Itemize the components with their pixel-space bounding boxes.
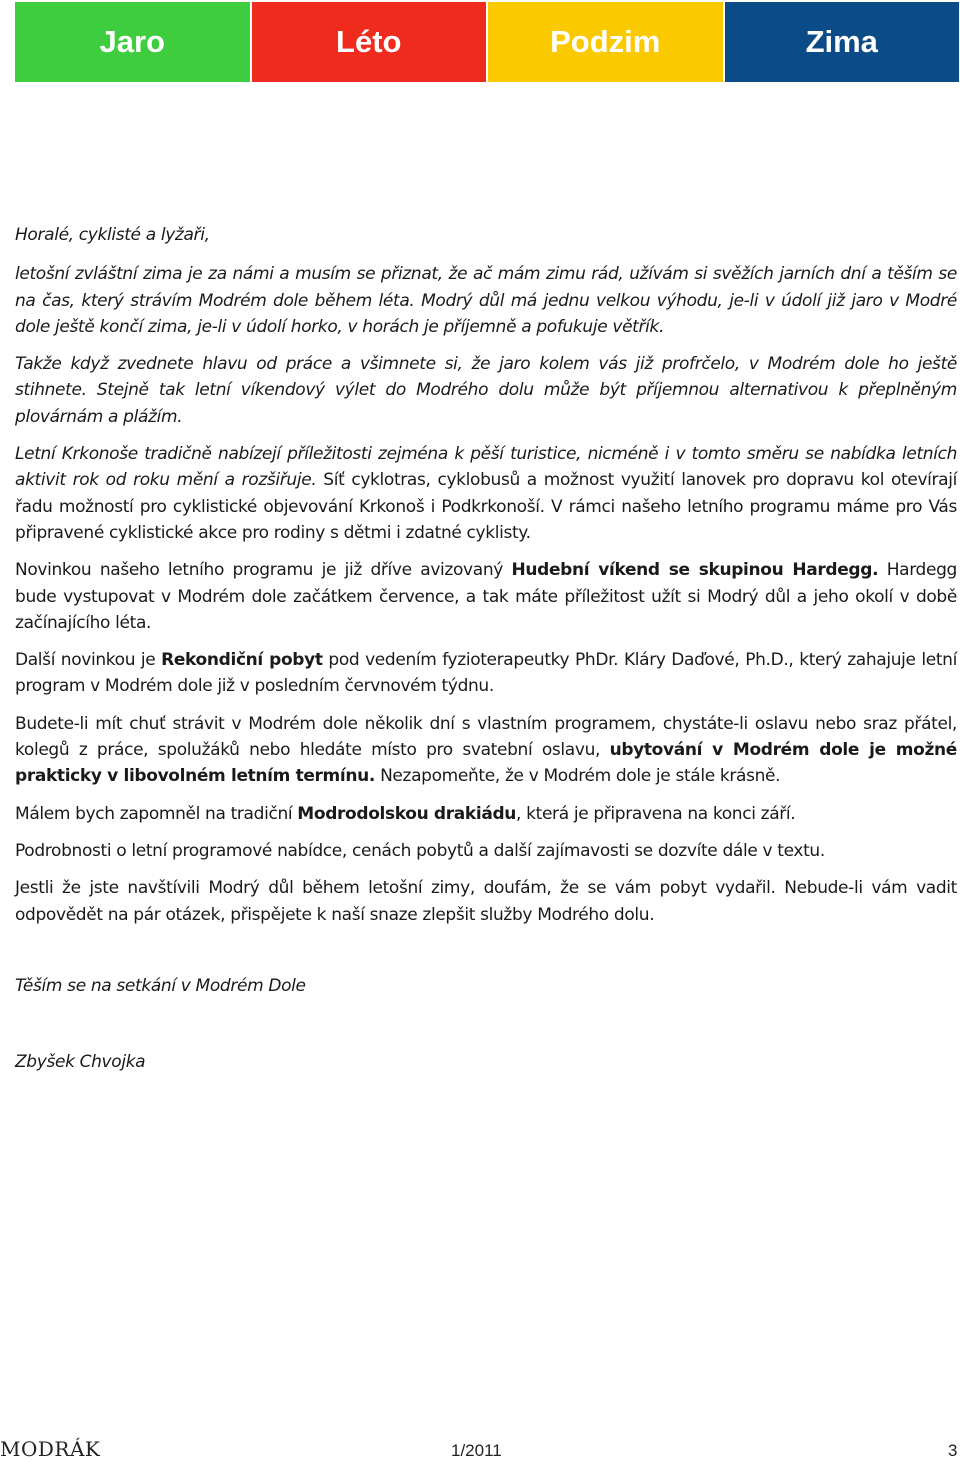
paragraph-part: Další novinkou je [15,650,162,671]
letter-paragraph-1: letošní zvláštní zima je za námi a musím se přiznat, že ač mám zimu rád, užívám si svěžích jarních dní a těším se na čas, který strávím Modrém dole během léta. Modrý důl má jednu velkou výhodu, je-li v údolí již jaro v Modré dole ještě končí zima, je-li v údolí horko, v horách je příjemně a pofukuje větřík. [15,264,957,337]
letter-paragraph-3 [15,441,957,546]
season-tab-leto [252,2,487,82]
paragraph-part: Málem bych zapomněl na tradiční [15,803,298,824]
letter-paragraph-9: Jestli že jste navštívili Modrý důl během letošní zimy, doufám, že se vám pobyt vydařil. Nebude-li vám vadit odpovědět na pár otázek, přispějete k naší snaze zlepšit služby Modrého dolu. [15,878,957,925]
season-label: Léto [336,24,402,59]
season-tab-jaro [15,2,250,82]
letter-closing: Těším se na setkání v Modrém Dole [15,975,306,996]
paragraph-part: Novinkou našeho letního programu je již dříve avizovaný [15,560,512,581]
editorial-letter [15,222,957,1086]
paragraph-italic-part: Letní Krkonoše tradičně nabízejí příležitosti zejména k pěší turistice, nicméně i v tomto směru se nabídka letních aktivit rok od roku mění a rozšiřuje. [15,444,957,491]
letter-paragraph-4 [15,557,957,636]
highlight-rehab-stay: Rekondiční pobyt [161,650,323,671]
paragraph-part: Budete-li mít chuť strávit v Modrém dole několik dní s vlastním programem, chystáte-li oslavu nebo sraz přátel, kolegů z práce, spolužáků nebo hledáte místo pro svatební oslavu, [15,713,957,761]
highlight-music-weekend: Hudební víkend [511,560,660,581]
letter-paragraph-6 [15,711,957,790]
paragraph-part: pod vedením fyzioterapeutky PhDr. Kláry Daďové, Ph.D., který zahajuje letní program v Modrém dole již v posledním červnovém týdnu. [15,650,957,697]
footer-issue-number: 1/2011 [451,1441,502,1460]
letter-paragraph-2: Takže když zvednete hlavu od práce a všimnete si, že jaro kolem vás již profrčelo, v Modrém dole ho ještě stihnete. Stejně tak letní víkendový výlet do Modrého dolu může být příjemnou alternativou k přeplněným plovárnám a plážím. [15,354,957,427]
highlight-kite-festival: Modrodolskou drakiádu [297,803,517,824]
letter-greeting: Horalé, cyklisté a lyžaři, [15,225,210,245]
season-label: Jaro [99,24,165,59]
paragraph-part: Síť cyklotras, cyklobusů a možnost využití lanovek pro dopravu kol otevírají řadu možností pro cyklistické objevování Krkonoš i Podkrkonoší. V rámci našeho letního programu máme pro Vás připravené cyklistické akce pro rodiny s dětmi i zdatné cyklisty. [15,470,958,543]
highlight-hardegg: se skupinou Hardegg. [659,560,879,581]
letter-paragraph-8: Podrobnosti o letní programové nabídce, cenách pobytů a další zajímavosti se dozvíte dále v textu. [15,840,825,861]
paragraph-part: Nezapomeňte, že v Modrém dole je stále krásně. [375,766,781,787]
letter-signature: Zbyšek Chvojka [15,1052,146,1073]
season-label: Podzim [550,24,661,59]
footer-page-number: 3 [948,1441,958,1460]
season-navigation [15,2,959,82]
footer-logo: MODRÁK [0,1437,101,1461]
letter-paragraph-5 [15,647,957,700]
paragraph-part: , která je připravena na konci září. [516,803,796,824]
season-tab-podzim [488,2,723,82]
letter-paragraph-7 [15,801,957,827]
season-tab-zima [725,2,960,82]
paragraph-part: Hardegg bude vystupovat v Modrém dole začátkem července, a tak máte příležitost užít si Modrý důl a jeho okolí v době začínajícího léta. [15,560,957,633]
highlight-accommodation: ubytování v Modrém dole je možné prakticky v libovolném letním termínu. [15,740,957,787]
season-label: Zima [805,24,878,59]
